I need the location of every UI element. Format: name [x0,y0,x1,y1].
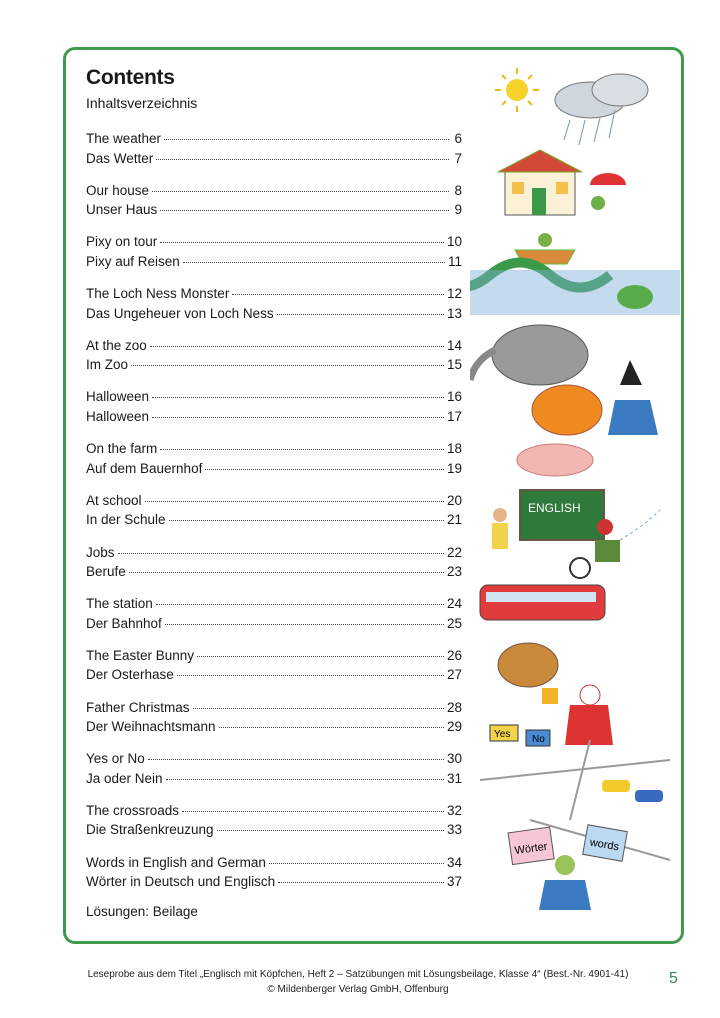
toc-entry [86,129,462,149]
dot-leader [197,656,444,657]
toc-entry-page: 18 [446,441,462,457]
toc-group [86,749,462,801]
crossroads-icon [480,740,670,860]
toc-entry-page: 37 [446,874,462,890]
toc-entry-title: Ja oder Nein [86,770,163,786]
toc-entry-page: 14 [446,337,462,353]
toc-entry-title: Pixy auf Reisen [86,253,180,269]
toc-entry-title: Jobs [86,544,115,560]
dot-leader [182,811,444,812]
toc-entry-title: Der Weihnachtsmann [86,719,216,735]
elephant-icon [470,325,588,385]
witch-icon [608,360,658,435]
word-cards-icon [508,825,627,910]
footer [0,967,716,997]
dot-leader [205,469,444,470]
toc-entry-page: 32 [446,802,462,818]
toc-entry-page: 17 [446,408,462,424]
easter-bunny-basket-icon [498,643,558,687]
card-woerter: Wörter [513,840,549,858]
dot-leader [177,675,444,676]
toc-entry-page: 20 [446,492,462,508]
dot-leader [152,417,444,418]
toc-entry [86,853,462,873]
toc-entry-title: Auf dem Bauernhof [86,460,203,476]
dot-leader [131,365,444,366]
toc-entry [86,646,462,666]
footer-line-2: © Mildenberger Verlag GmbH, Offenburg [267,984,449,995]
toc-entry-page: 33 [446,822,462,838]
toc-entry [86,820,462,840]
toc-group [86,543,462,595]
toc-entry-title: Pixy on tour [86,234,158,250]
toc-entry-page: 21 [446,512,462,528]
toc-group [86,129,462,181]
toc-entry [86,284,462,304]
dot-leader [193,708,444,709]
sign-yes: Yes [494,729,511,740]
toc-group [86,853,462,905]
toc-entry-title: Father Christmas [86,699,190,715]
train-icon [480,585,605,620]
toc-entry-title: Words in English and German [86,854,266,870]
page-title: Contents [86,66,175,89]
dot-leader [165,624,444,625]
toc-group [86,336,462,388]
dot-leader [277,314,444,315]
toc-entry [86,665,462,685]
dot-leader [150,346,444,347]
toc-entry-page: 25 [446,615,462,631]
toc-entry-page: 16 [446,389,462,405]
toc-entry [86,749,462,769]
toc-entry [86,336,462,356]
father-christmas-icon [542,685,613,745]
toc-entry-title: The Loch Ness Monster [86,286,230,302]
toc-entry-title: The station [86,596,153,612]
toc-entry [86,510,462,530]
toc-entry-title: The weather [86,131,162,146]
toc-entry [86,872,462,892]
rain-cloud-icon [555,74,648,145]
toc-entry-title: The crossroads [86,802,180,818]
toc-entry-page: 22 [446,544,462,560]
toc-group [86,387,462,439]
toc-entry-page: 8 [454,182,462,198]
pig-icon [517,444,593,476]
toc-entry-title: Der Osterhase [86,667,174,683]
sun-icon [495,68,539,112]
toc-entry-title: Yes or No [86,751,145,767]
toc-entry-page: 34 [446,854,462,870]
page-number: 5 [669,970,678,987]
yes-no-signs-icon [490,725,550,746]
dot-leader [160,210,449,211]
chalkboard-icon [520,490,604,540]
toc-group [86,594,462,646]
toc-group [86,491,462,543]
toc-entry [86,407,462,427]
toc-group [86,801,462,853]
dot-leader [219,727,444,728]
dot-leader [278,882,444,883]
toc-group [86,698,462,750]
toc-entry-page: 24 [446,596,462,612]
card-words: words [588,836,620,854]
toc-entry-page: 6 [454,131,462,146]
toc-entry-page: 10 [446,234,462,250]
illustrations [470,60,680,920]
dot-leader [269,863,444,864]
toc-entry-title: Das Wetter [86,150,154,166]
toc-entry [86,562,462,582]
dot-leader [169,520,444,521]
toc-entry-page: 23 [446,564,462,579]
toc-entry [86,439,462,459]
toc-entry-title: On the farm [86,441,158,457]
toc-entry [86,543,462,563]
toc-entry-title: Der Bahnhof [86,615,162,631]
dot-leader [160,242,444,243]
pumpkin-icon [532,385,602,435]
toc-entry [86,200,462,220]
toc-entry-page: 15 [446,357,462,373]
toc-entry-page: 12 [446,286,462,302]
dot-leader [152,191,449,192]
footer-line-1: Leseprobe aus dem Titel „Englisch mit Köpfchen, Heft 2 – Satzübungen mit Lösungsbeilage, Klasse 4“ (Best.-Nr. 4901-41) [87,969,629,980]
toc-entry-title: Das Ungeheuer von Loch Ness [86,305,274,321]
toc-entry [86,355,462,375]
clock-icon [570,558,590,578]
toc-entry [86,769,462,789]
toc-group [86,181,462,233]
toc-entry-title: Wörter in Deutsch und Englisch [86,874,276,890]
toc-entry [86,304,462,324]
toc-entry [86,181,462,201]
toc-entry-page: 9 [454,202,462,218]
toc-entry-title: Die Straßenkreuzung [86,822,214,838]
toc-entry-title: Our house [86,182,150,198]
toc-entry [86,252,462,272]
toc-group [86,232,462,284]
dot-leader [129,572,444,573]
board-text: ENGLISH [528,501,581,515]
toc-entry-page: 7 [454,150,462,166]
toc-entry-title: At the zoo [86,337,147,353]
toc-group [86,646,462,698]
toc-entry [86,459,462,479]
toc-entry [86,387,462,407]
dot-leader [160,449,444,450]
toc-group [86,284,462,336]
dot-leader [156,604,444,605]
toc-entry-page: 13 [446,305,462,321]
toc-entry-page: 31 [446,770,462,786]
house-icon [498,150,582,215]
dot-leader [232,294,444,295]
toc-entry-title: Berufe [86,564,126,579]
toc-entry-title: Unser Haus [86,202,158,218]
dot-leader [148,759,444,760]
toc-entry-page: 19 [446,460,462,476]
toc-entry-page: 29 [446,719,462,735]
toc-entry-page: 27 [446,667,462,683]
toc-entry [86,717,462,737]
toc-entry [86,594,462,614]
sign-no: No [532,734,545,745]
pixy-umbrella-icon [590,173,626,210]
toc-entry-title: Im Zoo [86,357,129,373]
dot-leader [145,501,444,502]
dot-leader [164,139,449,140]
dot-leader [217,830,444,831]
dot-leader [152,397,444,398]
toc-entry-page: 11 [447,253,462,269]
dot-leader [118,553,444,554]
table-of-contents [86,129,462,904]
toc-entry-title: In der Schule [86,512,166,528]
toc-entry-title: Halloween [86,389,150,405]
toc-entry [86,614,462,634]
toc-entry [86,801,462,821]
dot-leader [183,262,445,263]
toc-entry [86,232,462,252]
toc-entry-title: At school [86,492,142,508]
toc-entry-page: 30 [446,751,462,767]
toc-entry [86,698,462,718]
loch-ness-monster-icon [470,263,680,316]
page-subtitle: Inhaltsverzeichnis [86,95,198,111]
dot-leader [166,779,444,780]
toc-entry-title: The Easter Bunny [86,647,195,663]
toc-group [86,439,462,491]
toc-entry-page: 26 [446,647,462,663]
dot-leader [156,159,449,160]
toc-entry [86,491,462,511]
toc-entry-title: Halloween [86,408,150,424]
toc-entry-page: 28 [446,699,462,715]
teacher-icon [492,508,508,549]
solutions-note: Lösungen: Beilage [86,904,198,919]
toc-entry [86,149,462,169]
